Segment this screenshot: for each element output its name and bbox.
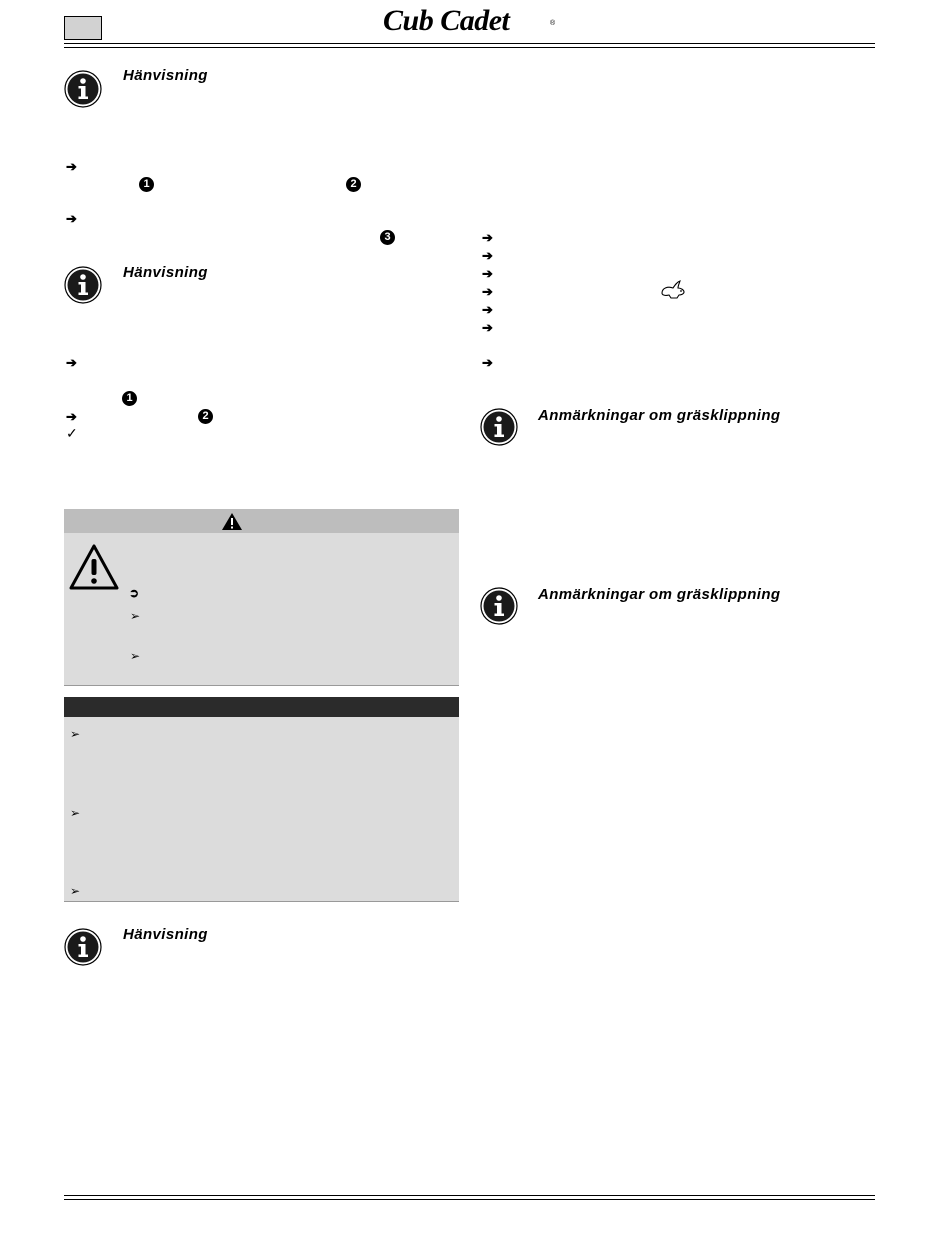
note-title: Hänvisning (123, 264, 208, 281)
header-rule (64, 43, 875, 44)
note-title: Hänvisning (123, 67, 208, 84)
info-box-header (64, 697, 459, 717)
step-number-1: 1 (139, 177, 154, 192)
header-rule-thin (64, 47, 875, 48)
step-number-1: 1 (122, 391, 137, 406)
step-number-2: 2 (346, 177, 361, 192)
registered-mark: ® (550, 20, 556, 27)
footer-rule (64, 1199, 875, 1200)
arrow-bullet: ➔ (66, 355, 77, 370)
page-number-box (64, 16, 102, 40)
warning-header (64, 509, 459, 533)
check-mark: ✓ (66, 425, 78, 441)
info-icon (64, 928, 102, 966)
arrow-bullet: ➔ (482, 302, 493, 317)
footer-rule-thin (64, 1195, 875, 1196)
hook-arrow-icon: ➲ (129, 586, 140, 600)
info-icon (480, 408, 518, 446)
hazard-icon (69, 544, 119, 590)
step-number-3: 3 (380, 230, 395, 245)
chevron-icon: ➢ (70, 806, 81, 820)
arrow-bullet: ➔ (482, 355, 493, 370)
arrow-bullet: ➔ (66, 409, 77, 424)
info-icon (64, 70, 102, 108)
chevron-icon: ➢ (70, 727, 81, 741)
note-title: Anmärkningar om gräsklippning (538, 407, 781, 424)
arrow-bullet: ➔ (482, 230, 493, 245)
chevron-icon: ➢ (130, 649, 141, 663)
warning-box (64, 509, 459, 686)
warning-icon (221, 512, 243, 531)
step-number-2: 2 (198, 409, 213, 424)
arrow-bullet: ➔ (482, 284, 493, 299)
arrow-bullet: ➔ (482, 320, 493, 335)
arrow-bullet: ➔ (66, 159, 77, 174)
note-title: Anmärkningar om gräsklippning (538, 586, 781, 603)
brand-logo: Cub Cadet (383, 4, 510, 37)
arrow-bullet: ➔ (66, 211, 77, 226)
info-icon (64, 266, 102, 304)
rabbit-icon (659, 279, 687, 301)
arrow-bullet: ➔ (482, 248, 493, 263)
note-title: Hänvisning (123, 926, 208, 943)
arrow-bullet: ➔ (482, 266, 493, 281)
chevron-icon: ➢ (130, 609, 141, 623)
info-icon (480, 587, 518, 625)
info-box (64, 697, 459, 902)
chevron-icon: ➢ (70, 884, 81, 898)
